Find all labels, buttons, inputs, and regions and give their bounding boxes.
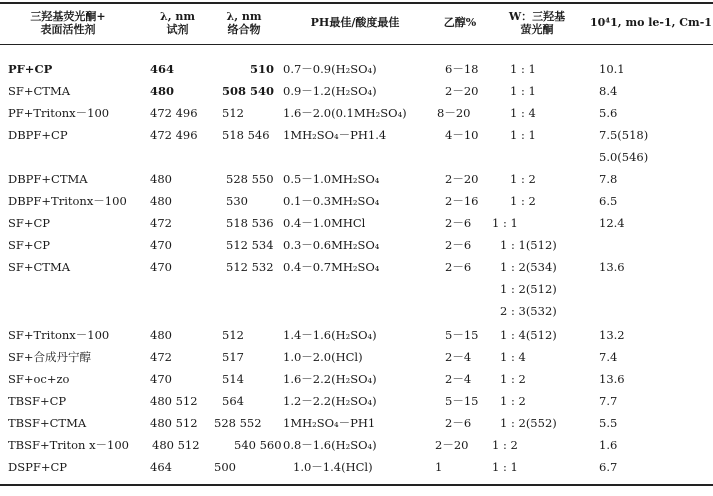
- cell-complex: 528 550: [226, 172, 274, 186]
- cell-ethanol: 4－10: [445, 128, 479, 142]
- cell-system: SF+Tritonx－100: [8, 328, 110, 342]
- cell-system: SF+CP: [8, 216, 51, 230]
- cell-system: TBSF+CP: [8, 394, 67, 408]
- cell-epsilon: 13.6: [599, 372, 625, 386]
- cell-ethanol: 2－6: [445, 216, 472, 230]
- cell-reagent: 470: [150, 238, 172, 252]
- cell-ethanol: 6－18: [445, 62, 479, 76]
- cell-complex: 518 546: [222, 128, 270, 142]
- cell-system: SF+CTMA: [8, 84, 71, 98]
- cell-ph: 0.9－1.2(H₂SO₄): [283, 84, 377, 98]
- cell-epsilon: 1.6: [599, 438, 618, 452]
- cell-system: DBPF+CTMA: [8, 172, 88, 186]
- cell-system: SF+CP: [8, 238, 51, 252]
- header-lambda-complex-line1: λ, nm: [226, 10, 262, 23]
- cell-ethanol: 1: [435, 460, 443, 474]
- cell-ethanol: 2－20: [445, 84, 479, 98]
- cell-epsilon: 7.4: [599, 350, 618, 364]
- cell-ratio: 1 : 2: [510, 194, 536, 208]
- cell-ph: 0.4－0.7MH₂SO₄: [283, 260, 380, 274]
- header-system: [8, 10, 128, 36]
- cell-ratio: 1 : 4: [510, 106, 536, 120]
- cell-epsilon: 7.7: [599, 394, 618, 408]
- cell-ph: 0.1－0.3MH₂SO₄: [283, 194, 380, 208]
- cell-ethanol: 2－6: [445, 416, 472, 430]
- cell-system: SF+CTMA: [8, 260, 71, 274]
- cell-complex: 564: [222, 394, 244, 408]
- cell-ph: 1MH₂SO₄－PH1: [283, 416, 376, 430]
- cell-reagent: 480 512: [152, 438, 200, 452]
- cell-epsilon: 5.6: [599, 106, 618, 120]
- header-epsilon: 10⁴1, mo le-1, Cm-1: [590, 16, 712, 29]
- cell-ratio: 1 : 1: [492, 460, 518, 474]
- cell-ph: 1.2－2.2(H₂SO₄): [283, 394, 377, 408]
- cell-system: TBSF+CTMA: [8, 416, 87, 430]
- cell-ph: 0.5－1.0MH₂SO₄: [283, 172, 380, 186]
- cell-ratio: 1 : 1: [492, 216, 518, 230]
- cell-complex: 540 560: [234, 438, 282, 452]
- cell-ratio: 2 : 3(532): [500, 304, 557, 318]
- header-lambda-reagent: [150, 10, 205, 36]
- cell-ratio: 1 : 2: [500, 372, 526, 386]
- cell-complex: 512 532: [226, 260, 274, 274]
- table-bottom-rule: [0, 484, 713, 486]
- header-lambda-reagent-line1: λ, nm: [159, 10, 195, 23]
- cell-epsilon: 13.6: [599, 260, 625, 274]
- cell-reagent: 480: [150, 172, 172, 186]
- header-ratio-line1: W：三羟基: [508, 10, 566, 23]
- cell-epsilon: 8.4: [599, 84, 618, 98]
- cell-complex: 510: [250, 62, 275, 76]
- cell-ratio: 1 : 1: [510, 128, 536, 142]
- header-lambda-complex: [214, 10, 274, 36]
- cell-ratio: 1 : 2: [492, 438, 518, 452]
- cell-ph: 1.0－2.0(HCl): [283, 350, 363, 364]
- cell-ph: 0.4－1.0MHCl: [283, 216, 366, 230]
- cell-system: PF+CP: [8, 62, 53, 76]
- cell-reagent: 472: [150, 350, 172, 364]
- cell-ratio: 1 : 2(552): [500, 416, 557, 430]
- cell-system: SF+合成丹宁醇: [8, 350, 91, 364]
- cell-system: DBPF+CP: [8, 128, 68, 142]
- cell-system: PF+Tritonx－100: [8, 106, 110, 120]
- cell-ratio: 1 : 4(512): [500, 328, 557, 342]
- cell-ph: 1.6－2.2(H₂SO₄): [283, 372, 377, 386]
- cell-reagent: 472 496: [150, 128, 198, 142]
- cell-reagent: 480: [150, 328, 172, 342]
- cell-reagent: 472 496: [150, 106, 198, 120]
- cell-ratio: 1 : 1: [510, 84, 536, 98]
- cell-reagent: 480: [150, 84, 175, 98]
- header-ratio-line2: 萤光酮: [520, 23, 554, 36]
- cell-complex: 528 552: [214, 416, 262, 430]
- cell-complex: 500: [214, 460, 236, 474]
- cell-ethanol: 2－6: [445, 238, 472, 252]
- cell-reagent: 480 512: [150, 416, 198, 430]
- cell-ethanol: 5－15: [445, 394, 479, 408]
- cell-ethanol: 2－6: [445, 260, 472, 274]
- cell-reagent: 470: [150, 372, 172, 386]
- cell-epsilon: 5.0(546): [599, 150, 649, 164]
- cell-complex: 518 536: [226, 216, 274, 230]
- cell-system: TBSF+Triton x－100: [8, 438, 130, 452]
- cell-epsilon: 6.7: [599, 460, 618, 474]
- cell-ethanol: 8－20: [437, 106, 471, 120]
- cell-ratio: 1 : 2: [500, 394, 526, 408]
- cell-ethanol: 2－20: [435, 438, 469, 452]
- cell-reagent: 480 512: [150, 394, 198, 408]
- cell-ph: 0.8－1.6(H₂SO₄): [283, 438, 377, 452]
- cell-reagent: 464: [150, 62, 175, 76]
- cell-ethanol: 2－20: [445, 172, 479, 186]
- cell-ph: 1MH₂SO₄－PH1.4: [283, 128, 387, 142]
- cell-epsilon: 13.2: [599, 328, 625, 342]
- cell-ratio: 1 : 4: [500, 350, 526, 364]
- cell-system: DBPF+Tritonx－100: [8, 194, 127, 208]
- header-ph: PH最佳/酸度最佳: [310, 16, 400, 29]
- cell-epsilon: 7.8: [599, 172, 618, 186]
- cell-ratio: 1 : 2: [510, 172, 536, 186]
- cell-reagent: 464: [150, 460, 172, 474]
- cell-ph: 1.0－1.4(HCl): [293, 460, 373, 474]
- cell-complex: 512 534: [226, 238, 274, 252]
- cell-epsilon: 5.5: [599, 416, 618, 430]
- cell-ph: 0.3－0.6MH₂SO₄: [283, 238, 380, 252]
- cell-ethanol: 2－4: [445, 350, 472, 364]
- cell-complex: 530: [226, 194, 248, 208]
- header-lambda-reagent-line2: 试剂: [166, 23, 189, 36]
- cell-epsilon: 7.5(518): [599, 128, 649, 142]
- cell-ph: 1.6－2.0(0.1MH₂SO₄): [283, 106, 407, 120]
- cell-epsilon: 12.4: [599, 216, 625, 230]
- cell-complex: 512: [222, 328, 244, 342]
- header-ethanol: 乙醇%: [443, 16, 477, 29]
- header-rule: [0, 44, 713, 45]
- cell-complex: 512: [222, 106, 244, 120]
- cell-epsilon: 6.5: [599, 194, 618, 208]
- cell-epsilon: 10.1: [599, 62, 625, 76]
- cell-ratio: 1 : 2(534): [500, 260, 557, 274]
- table-top-rule: [0, 2, 713, 4]
- cell-complex: 508 540: [222, 84, 275, 98]
- cell-ph: 1.4－1.6(H₂SO₄): [283, 328, 377, 342]
- cell-ratio: 1 : 1: [510, 62, 536, 76]
- cell-reagent: 472: [150, 216, 172, 230]
- cell-ph: 0.7－0.9(H₂SO₄): [283, 62, 377, 76]
- cell-ethanol: 2－4: [445, 372, 472, 386]
- cell-complex: 517: [222, 350, 244, 364]
- cell-ethanol: 5－15: [445, 328, 479, 342]
- header-ratio: [492, 10, 582, 36]
- cell-reagent: 480: [150, 194, 172, 208]
- cell-ratio: 1 : 2(512): [500, 282, 557, 296]
- cell-system: SF+oc+zo: [8, 372, 70, 386]
- cell-ethanol: 2－16: [445, 194, 479, 208]
- cell-reagent: 470: [150, 260, 172, 274]
- header-system-line2: 表面活性剂: [40, 23, 96, 36]
- header-system-line1: 三羟基荧光酮+: [30, 10, 106, 23]
- cell-system: DSPF+CP: [8, 460, 67, 474]
- header-lambda-complex-line2: 络合物: [227, 23, 261, 36]
- cell-ratio: 1 : 1(512): [500, 238, 557, 252]
- cell-complex: 514: [222, 372, 244, 386]
